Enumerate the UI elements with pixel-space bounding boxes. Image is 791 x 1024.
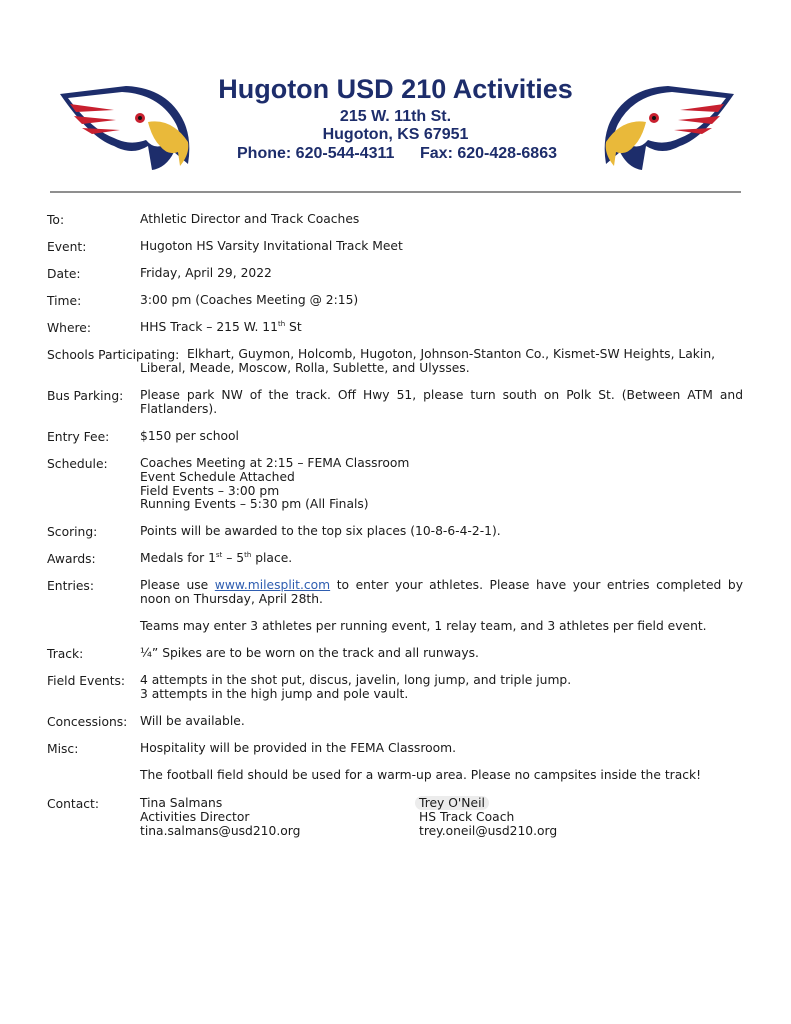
awards-value: Medals for 1st – 5th place. <box>140 551 293 565</box>
schedule-line-4: Running Events – 5:30 pm (All Finals) <box>140 497 369 511</box>
contact-2-email: trey.oneil@usd210.org <box>419 824 558 838</box>
letterhead-phone: Phone: 620-544-4311 <box>237 145 395 162</box>
entry-fee-value: $150 per school <box>140 429 239 443</box>
event-value: Hugoton HS Varsity Invitational Track Meet <box>140 239 403 253</box>
letterhead-title: Hugoton USD 210 Activities <box>218 74 573 104</box>
field-events-line-1: 4 attempts in the shot put, discus, javelin, long jump, and triple jump. <box>140 673 572 687</box>
letterhead-city: Hugoton, KS 67951 <box>322 126 469 143</box>
bus-parking-value: Please park NW of the track. Off Hwy 51, please turn south on Polk St. (Between ATM and Flatlanders). <box>140 388 743 416</box>
to-label: To: <box>47 213 65 227</box>
milesplit-link[interactable]: www.milesplit.com <box>214 578 331 592</box>
misc-line-2: The football field should be used for a warm-up area. Please no campsites inside the track! <box>140 768 702 782</box>
schools-line-2: Liberal, Meade, Moscow, Rolla, Sublette, and Ulysses. <box>140 361 470 375</box>
where-value: HHS Track – 215 W. 11th St <box>140 320 302 334</box>
misc-line-1: Hospitality will be provided in the FEMA Classroom. <box>140 741 457 755</box>
schedule-line-2: Event Schedule Attached <box>140 470 295 484</box>
contact-1-name: Tina Salmans <box>140 796 223 810</box>
entry-fee-label: Entry Fee: <box>47 430 110 444</box>
contact-1-role: Activities Director <box>140 810 250 824</box>
event-label: Event: <box>47 240 87 254</box>
letterhead-street: 215 W. 11th St. <box>339 108 452 125</box>
time-value: 3:00 pm (Coaches Meeting @ 2:15) <box>140 293 359 307</box>
contact-1-email: tina.salmans@usd210.org <box>140 824 301 838</box>
contact-label: Contact: <box>47 797 99 811</box>
scoring-value: Points will be awarded to the top six places (10-8-6-4-2-1). <box>140 524 501 538</box>
where-label: Where: <box>47 321 92 335</box>
entries-note: Teams may enter 3 athletes per running event, 1 relay team, and 3 athletes per field event. <box>140 619 707 633</box>
scoring-label: Scoring: <box>47 525 98 539</box>
schools-line-1: Elkhart, Guymon, Holcomb, Hugoton, Johnson-Stanton Co., Kismet-SW Heights, Lakin, <box>187 347 716 361</box>
date-label: Date: <box>47 267 81 281</box>
entries-value: Please use www.milesplit.com to enter your athletes. Please have your entries completed by noon on Thursday, April 28th. <box>140 578 743 606</box>
schedule-line-3: Field Events – 3:00 pm <box>140 484 280 498</box>
header-divider <box>50 191 741 193</box>
field-events-label: Field Events: <box>47 674 126 688</box>
schedule-label: Schedule: <box>47 457 108 471</box>
awards-label: Awards: <box>47 552 96 566</box>
contact-2-role: HS Track Coach <box>419 810 515 824</box>
misc-label: Misc: <box>47 742 79 756</box>
letterhead-fax: Fax: 620-428-6863 <box>420 145 557 162</box>
entries-label: Entries: <box>47 579 94 593</box>
to-value: Athletic Director and Track Coaches <box>140 212 360 226</box>
schedule-line-1: Coaches Meeting at 2:15 – FEMA Classroom <box>140 456 410 470</box>
bus-parking-label: Bus Parking: <box>47 389 124 403</box>
contact-2-name: Trey O'Neil <box>419 797 489 811</box>
time-label: Time: <box>47 294 82 308</box>
concessions-label: Concessions: <box>47 715 128 729</box>
concessions-value: Will be available. <box>140 714 245 728</box>
date-value: Friday, April 29, 2022 <box>140 266 272 280</box>
schools-label: Schools Participating: <box>47 348 180 362</box>
track-value: ¼” Spikes are to be worn on the track and all runways. <box>140 646 479 660</box>
track-label: Track: <box>47 647 84 661</box>
field-events-line-2: 3 attempts in the high jump and pole vault. <box>140 687 409 701</box>
